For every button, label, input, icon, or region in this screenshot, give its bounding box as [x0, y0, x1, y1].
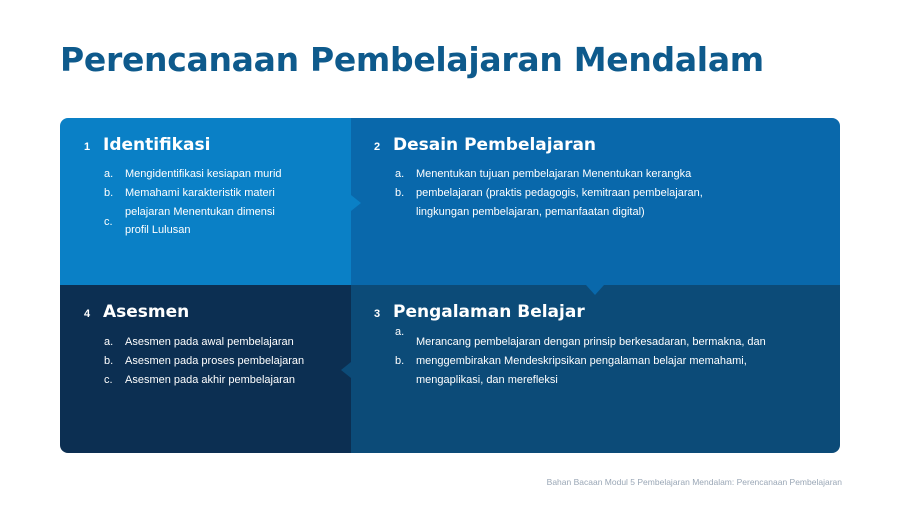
- item-text: Menentukan tujuan pembelajaran Menentukan kerangka: [416, 168, 692, 180]
- card-number: 2: [374, 141, 381, 153]
- arrow-left-icon: [341, 362, 351, 378]
- item-text: Merancang pembelajaran dengan prinsip berkesadaran, bermakna, dan: [416, 336, 766, 348]
- page-title: Perencanaan Pembelajaran Mendalam: [60, 40, 764, 79]
- item-text: lingkungan pembelajaran, pemanfaatan digital): [416, 206, 645, 218]
- item-text: menggembirakan Mendeskripsikan pengalaman belajar memahami,: [416, 355, 747, 367]
- item-label: b.: [104, 187, 114, 199]
- card-heading: Asesmen: [103, 302, 190, 322]
- item-text: mengaplikasi, dan merefleksi: [416, 374, 558, 386]
- item-label: a.: [104, 168, 114, 180]
- card-identifikasi: [60, 118, 351, 285]
- card-number: 3: [374, 308, 381, 320]
- item-text: Asesmen pada awal pembelajaran: [125, 336, 294, 348]
- footer-source: Bahan Bacaan Modul 5 Pembelajaran Mendalam: Perencanaan Pembelajaran: [546, 477, 842, 487]
- planning-quadrant-grid: [60, 118, 840, 453]
- item-text: Memahami karakteristik materi: [125, 187, 275, 199]
- item-label: a.: [395, 326, 405, 338]
- item-label: c.: [104, 216, 113, 228]
- item-text: Asesmen pada akhir pembelajaran: [125, 374, 295, 386]
- arrow-right-icon: [351, 195, 361, 211]
- item-label: a.: [104, 336, 114, 348]
- card-desain-pembelajaran: [351, 118, 840, 285]
- item-label: a.: [395, 168, 405, 180]
- arrow-down-icon: [586, 285, 604, 295]
- card-heading: Identifikasi: [103, 135, 211, 155]
- item-text: pembelajaran (praktis pedagogis, kemitraan pembelajaran,: [416, 187, 703, 199]
- card-number: 4: [84, 308, 91, 320]
- card-number: 1: [84, 141, 91, 153]
- item-text: profil Lulusan: [125, 224, 191, 236]
- item-label: b.: [395, 187, 405, 199]
- item-text: Asesmen pada proses pembelajaran: [125, 355, 305, 367]
- card-heading: Desain Pembelajaran: [393, 135, 597, 155]
- item-label: c.: [104, 374, 113, 386]
- card-pengalaman-belajar: [351, 285, 840, 453]
- item-text: pelajaran Menentukan dimensi: [125, 206, 275, 218]
- card-asesmen: [60, 285, 351, 453]
- item-label: b.: [104, 355, 114, 367]
- item-label: b.: [395, 355, 405, 367]
- item-text: Mengidentifikasi kesiapan murid: [125, 168, 282, 180]
- card-heading: Pengalaman Belajar: [393, 302, 585, 322]
